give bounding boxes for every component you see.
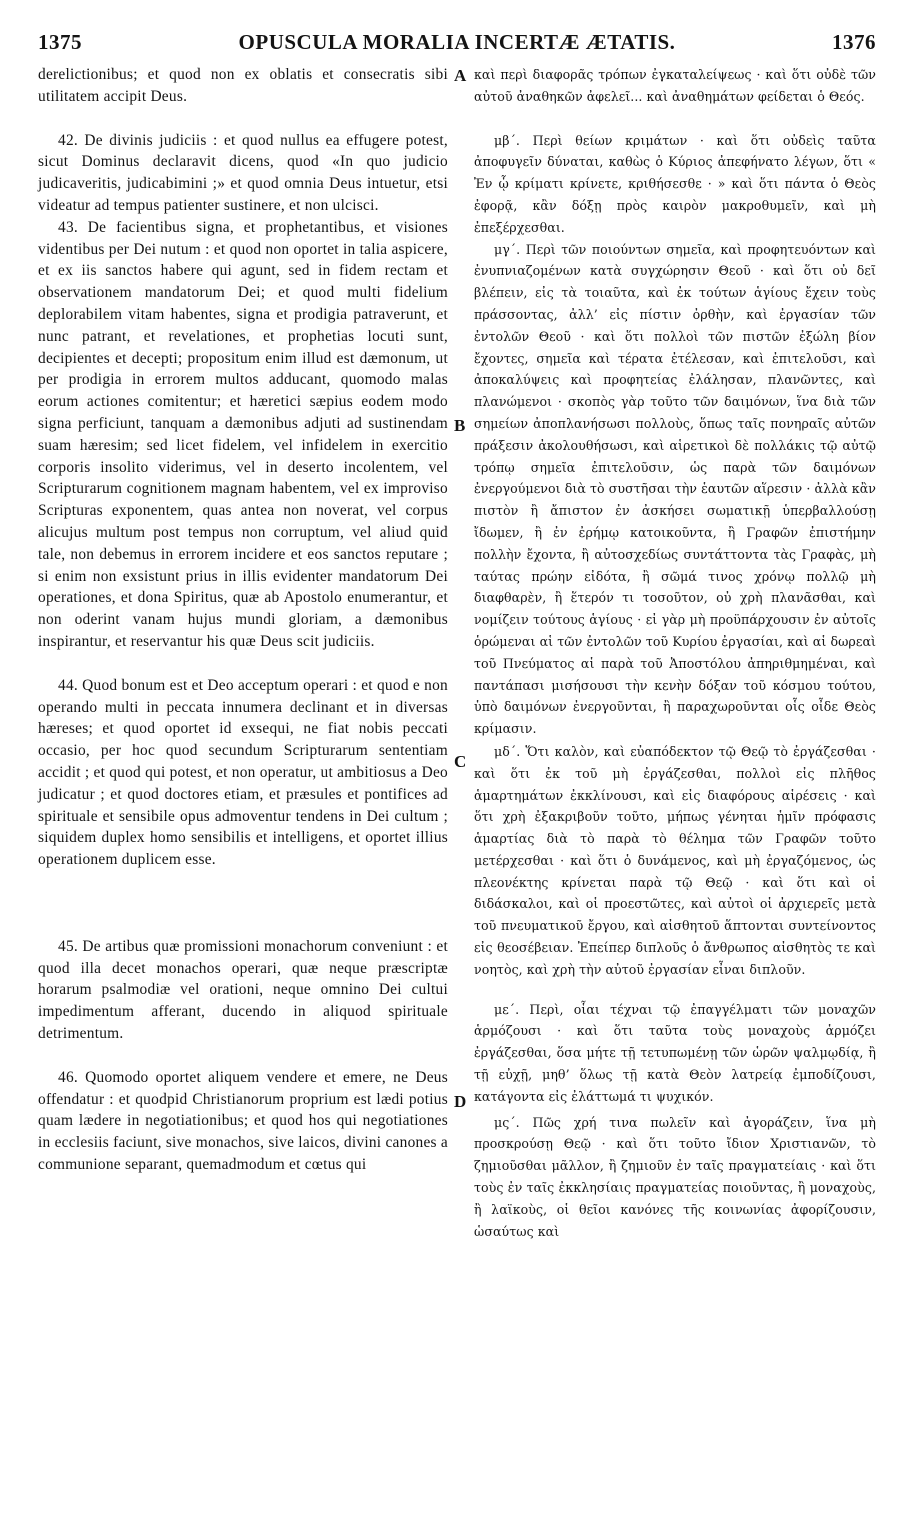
greek-column	[474, 64, 876, 1242]
page-number-right: 1376	[832, 30, 876, 54]
greek-paragraph-46: μς΄. Πῶς χρή τινα πωλεῖν καὶ ἀγοράζειν, ἵνα μὴ προσκρούσῃ Θεῷ · καὶ ὅτι τοῦτο ἴδιον Χριστιανῶν, τὸ ζημιοῦσθαι μᾶλλον, ἢ ζημιοῦν ἐν ταῖς πραγματείαις · καὶ ὅτι τοὺς ἐν ταῖς ἐκκλησίαις πραγματείας ποιοῦντας, ἢ μοναχοὺς, ἢ λαϊκοὺς, οἱ θεῖοι κανόνες τῆς κοινωνίας ἀφορίζουσιν, ὡσαύτως καὶ	[474, 1114, 876, 1239]
margin-letter-d: D	[454, 1092, 467, 1111]
latin-paragraph-continuation: derelictionibus; et quod non ex oblatis et consecratis sibi utilitatem accipit Deus.	[38, 66, 448, 105]
latin-paragraph-44: 44. Quod bonum est et Deo acceptum operari : et quod e non operando multi in peccata innumera declinant et in diversas hæreses; et quod oportet id exsequi, ne fiat nobis peccati occasio, per hoc quod secundum Scripturarum sententiam accidit ; et quod qui potest, et non operatur, ut ambitiosus a Deo judicatur ; et quod doctores etiam, et præsules et pontifices ad spirituale et sensibile opus admoventur tendens in Dei cultum ; siquidem duplex homo sensibilis et intelligens, et oportet illius operationem duplicem esse.	[38, 676, 448, 869]
margin-letter-c: C	[454, 752, 467, 771]
greek-paragraph-45: με΄. Περὶ, οἷαι τέχναι τῷ ἐπαγγέλματι τῶν μοναχῶν ἁρμόζουσι · καὶ ὅτι ταῦτα τοὺς μοναχοὺς ἁρμόζει ἐργάζεσθαι, ὅσα μήτε τῇ τετυπωμένῃ τῶν ὡρῶν ψαλμῳδίᾳ, ἢ τῇ εὐχῇ, μηθ’ ὅλως τῇ κατὰ Θεὸν λατρείᾳ ἐμποδίζουσι, κατάγοντα εἰς ἐλάττωμά τι ψυχικόν.	[474, 1001, 876, 1104]
latin-paragraph-45: 45. De artibus quæ promissioni monachorum conveniunt : et quod illa decet monachos operari, quæ neque præscriptæ horarum psalmodiæ vel orationi, neque omnino Dei cultui impedimentum afferant, ducendo in aliquod spirituale detrimentum.	[38, 937, 448, 1043]
latin-paragraph-43: 43. De facientibus signa, et prophetantibus, et visiones videntibus per Dei nutum : et quod non oportet in talia aspicere, et ex iis sanctos habere qui agunt, sed in fidem rectam et observationem mandatorum Dei; et quod multi fidelium deplorabilem vitam habentes, signa et prodigia patraverunt, et nunc patrant, et revelationes, et prophetias locuti sunt, decipientes et decepti; propositum enim illud est dæmonum, ut per prodigia in errorem multos adducant, quomodo malas eorum actiones comitentur; et hæretici sæpius eodem modo signa perficiunt, tanquam a dæmonibus adjuti ad sustinendam suam hæresim; sed licet fidelem, vel infidelem in exercitio corporis insolito viderimus, vel in deserto incolentem, vel Scripturarum cognitionem magnam habentem, vel ex improviso Scripturas exponentem, quas antea non noverat, vel corpus alicujus multum post tempus non corruptum, vel aliud quid tale, non debemus in errorem incidere et eos sanctos reputare ; si enim non exsistunt prius in illis evidenter mandatorum Dei operationes, et dona Spiritus, quæ ab Apostolo enumerantur, et non oderint vanam hujus mundi gloriam, a dæmonibus inspirantur, et reservantur his quæ Deus scit judiciis.	[38, 218, 448, 650]
running-header	[38, 30, 876, 58]
greek-paragraph-continuation: καὶ περὶ διαφορᾶς τρόπων ἐγκαταλείψεως · καὶ ὅτι οὐδὲ τῶν αὐτοῦ ἀναθηκῶν ἀφελεῖ... καὶ ἀναθημάτων φείδεται ὁ Θεός.	[474, 67, 876, 104]
margin-letter-b: B	[454, 416, 466, 435]
greek-paragraph-42: μβ΄. Περὶ θείων κριμάτων · καὶ ὅτι οὐδεὶς ταῦτα ἀποφυγεῖν δύναται, καθὼς ὁ Κύριος ἀπεφήνατο λέγων, ὅτι « Ἐν ᾧ κρίματι κρίνετε, κριθήσεσθε · » καὶ ὅτι πάντα ὁ Θεὸς ἐφορᾷ, κἂν δόξῃ πρὸς καιρὸν μακροθυμεῖν, καὶ μὴ ἐπεξέρχεσθαι.	[474, 132, 876, 235]
page-number-left: 1375	[38, 30, 82, 54]
latin-paragraph-42: 42. De divinis judiciis : et quod nullus ea effugere potest, sicut Dominus declaravit dicens, quod «In quo judicio judicaveritis, judicabimini ;» et quod omnia Deus intuetur, etsi videatur ad tempus patienter sustinere, et non ulcisci.	[38, 131, 448, 214]
running-title: OPUSCULA MORALIA INCERTÆ ÆTATIS.	[238, 30, 676, 54]
greek-paragraph-43: μγ΄. Περὶ τῶν ποιούντων σημεῖα, καὶ προφητευόντων καὶ ἐνυπνιαζομένων κατὰ συγχώρησιν Θεοῦ · καὶ ὅτι οὐ δεῖ βλέπειν, εἰς τὰ τοιαῦτα, καὶ ἐκ τούτων ἁγίους ἔχειν τοὺς πράσσοντας, ἀλλ’ εἰς πίστιν ὀρθὴν, καὶ ἐργασίαν τῶν ἐντολῶν Θεοῦ · καὶ ὅτι πολλοὶ τῶν πιστῶν ἐξώλη βίον ἔχοντες, σημεῖα καὶ τέρατα ἐτέλεσαν, καὶ ἐπιτελοῦσι, καὶ ἀποκαλύψεις καὶ προφητείας ἐλάλησαν, πλανῶντες, καὶ πλανώμενοι · σκοπὸς γὰρ τοῦτο τῶν δαιμόνων, ἵνα διὰ τῶν σημείων ἀποπλανήσωσι πολλοὺς, ὅπως ταῖς πονηραῖς αὐτῶν πράξεσιν ἀκολουθήσωσι, καὶ αἱρετικοὶ δὲ πολλάκις τῷ αὐτῷ τρόπῳ σημεῖα ἐπιτελοῦσιν, ὡς παρὰ τῶν δαιμόνων ἐνεργούμενοι διὰ τὸ συστῆσαι τὴν ἑαυτῶν αἵρεσιν · ἀλλὰ κἂν πιστὸν ἢ ἄπιστον ἐν ἀσκήσει σωματικῇ ὑπερβαλλούσῃ ἴδωμεν, ἢ ἐν ἐρήμῳ κατοικοῦντα, ἢ Γραφῶν ἐπιστήμην πολλὴν ἔχοντα, ἢ αὐτοσχεδίως συντάττοντα τὰς Γραφὰς, μὴ ταύτας πρώην εἰδότα, ἢ σῶμά τινος χρόνῳ πολλῷ μὴ διαφθαρὲν, ἢ ἕτερόν τι τοσοῦτον, οὐ χρὴ πλανᾶσθαι, καὶ νομίζειν τούτους ἁγίους · εἰ γὰρ μὴ προϋπάρχουσιν ἐν αὐτοῖς ὁρώμεναι αἱ τῶν ἐντολῶν τοῦ Κυρίου ἐργασίαι, καὶ αἱ δωρεαὶ τοῦ Πνεύματος αἱ παρὰ τοῦ Ἀποστόλου ἀπηριθμημέναι, καὶ παντάπασι μισήσουσι τὴν κενὴν δόξαν τοῦ κόσμου τούτου, ὑπὸ δαιμόνων ἐνεργοῦνται, ἢ παραχωροῦνται οἷς οἶδε Θεὸς κρίμασιν.	[474, 241, 876, 737]
latin-column	[38, 64, 448, 1176]
latin-paragraph-46: 46. Quomodo oportet aliquem vendere et emere, ne Deus offendatur : et quodpid Christianorum proprium est lædi potius quam lædere in negotiationibus; et quod hos qui negotiationes in ecclesiis faciunt, sive monachos, sive laicos, divini canones a communione separant, quemadmodum et cœtus qui	[38, 1068, 448, 1174]
margin-letter-a: A	[454, 66, 467, 85]
greek-paragraph-44: μδ΄. Ὅτι καλὸν, καὶ εὐαπόδεκτον τῷ Θεῷ τὸ ἐργάζεσθαι · καὶ ὅτι ἐκ τοῦ μὴ ἐργάζεσθαι, πολλοὶ εἰς πλῆθος ἁμαρτημάτων ἐκκλίνουσι, καὶ εἰς διαφόρους αἱρέσεις · καὶ ὅτι χρὴ ἐξακριβοῦν τοῦτο, μήπως γένηται ἡμῖν πρόφασις ἁμαρτίας διὰ τὸ παρὰ τὸ θέλημα τῶν Γραφῶν τοῦτο μετέρχεσθαι · καὶ ὅτι ὁ δυνάμενος, καὶ μὴ ἐργαζόμενος, ὡς πλεονέκτης κρίνεται παρὰ τῷ Θεῷ · καὶ ὅτι καὶ οἱ διδάσκαλοι, καὶ οἱ προεστῶτες, καὶ αὐτοὶ οἱ ἀρχιερεῖς μετὰ τοῦ πνευματικοῦ ἔργου, καὶ αἰσθητοῦ ἅπτονται συντείνοντος εἰς θεοσέβειαν. Ἐπείπερ διπλοῦς ὁ ἄνθρωπος αἰσθητὸς τε καὶ νοητὸς, καὶ χρὴ τὴν αὐτοῦ ἐργασίαν εἶναι διπλοῦν.	[474, 743, 876, 977]
